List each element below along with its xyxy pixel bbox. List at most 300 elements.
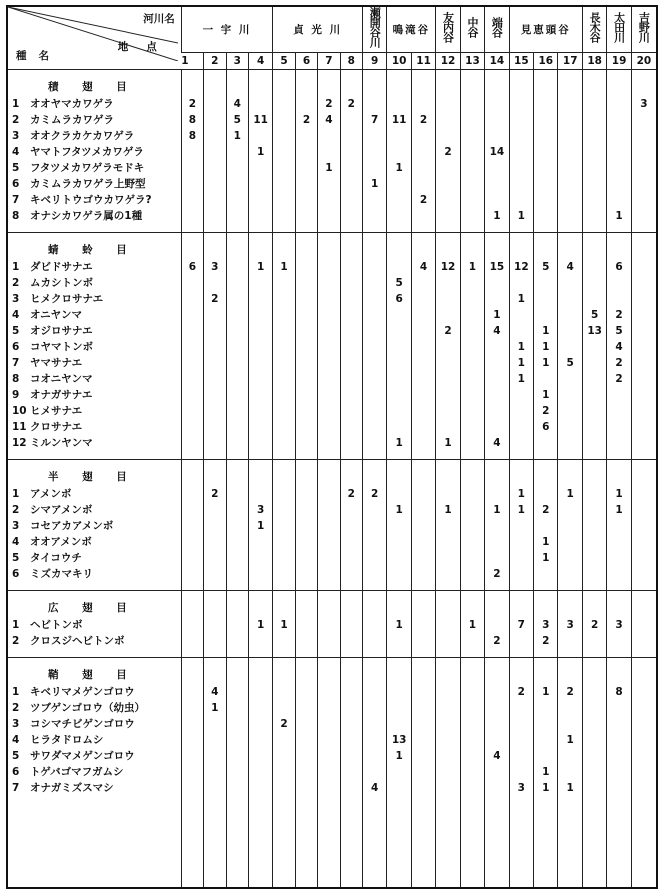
count-cell bbox=[295, 176, 317, 192]
count-cell bbox=[273, 403, 295, 419]
count-cell bbox=[485, 176, 509, 192]
count-cell bbox=[340, 764, 362, 780]
count-cell bbox=[387, 339, 411, 355]
count-cell bbox=[248, 78, 272, 96]
count-cell bbox=[631, 307, 656, 323]
count-cell bbox=[226, 419, 248, 435]
count-cell bbox=[582, 403, 606, 419]
spacer-cell bbox=[248, 591, 272, 600]
spacer-cell bbox=[582, 804, 606, 887]
count-cell bbox=[248, 208, 272, 224]
count-cell bbox=[582, 112, 606, 128]
spacer-cell bbox=[295, 460, 317, 469]
species-row bbox=[8, 355, 656, 371]
table-tail bbox=[8, 804, 656, 887]
count-cell bbox=[362, 716, 386, 732]
spacer-cell bbox=[460, 70, 484, 79]
count-cell bbox=[248, 355, 272, 371]
spacer-cell bbox=[534, 591, 558, 600]
spacer-cell bbox=[318, 796, 340, 804]
spacer-cell bbox=[607, 233, 631, 242]
count-cell bbox=[318, 502, 340, 518]
count-cell bbox=[318, 486, 340, 502]
count-cell bbox=[387, 355, 411, 371]
count-cell bbox=[436, 291, 460, 307]
count-cell bbox=[582, 534, 606, 550]
count-cell bbox=[436, 339, 460, 355]
count-cell bbox=[607, 764, 631, 780]
count-cell bbox=[273, 78, 295, 96]
species-row bbox=[8, 748, 656, 764]
spacer-cell bbox=[631, 649, 656, 658]
spacer-cell bbox=[273, 233, 295, 242]
count-cell bbox=[295, 403, 317, 419]
count-cell bbox=[204, 599, 226, 617]
spacer-cell bbox=[387, 804, 411, 887]
count-cell bbox=[460, 241, 484, 259]
count-cell: 1 bbox=[387, 435, 411, 451]
spacer-cell bbox=[436, 451, 460, 460]
spacer-cell bbox=[582, 582, 606, 591]
spacer-cell bbox=[362, 649, 386, 658]
count-cell bbox=[534, 112, 558, 128]
count-cell bbox=[295, 419, 317, 435]
count-cell bbox=[340, 748, 362, 764]
count-cell bbox=[181, 764, 203, 780]
spacer-cell bbox=[534, 649, 558, 658]
spacer-cell bbox=[631, 658, 656, 667]
count-cell bbox=[204, 339, 226, 355]
count-cell: 3 bbox=[607, 617, 631, 633]
species-row bbox=[8, 732, 656, 748]
count-cell bbox=[248, 764, 272, 780]
count-cell bbox=[248, 468, 272, 486]
count-cell bbox=[181, 144, 203, 160]
spacer-cell bbox=[295, 591, 317, 600]
species-row bbox=[8, 700, 656, 716]
species-number: 3 bbox=[12, 293, 20, 305]
species-cell bbox=[8, 764, 181, 780]
count-cell bbox=[436, 78, 460, 96]
count-cell bbox=[318, 732, 340, 748]
count-cell bbox=[631, 748, 656, 764]
count-cell bbox=[273, 550, 295, 566]
spacer-cell bbox=[226, 233, 248, 242]
count-cell: 1 bbox=[534, 355, 558, 371]
species-cell bbox=[8, 307, 181, 323]
count-cell bbox=[273, 684, 295, 700]
count-cell bbox=[582, 684, 606, 700]
spacer-cell bbox=[318, 451, 340, 460]
count-cell bbox=[318, 339, 340, 355]
spacer-cell bbox=[558, 460, 582, 469]
species-cell bbox=[8, 96, 181, 112]
count-cell bbox=[226, 666, 248, 684]
count-cell bbox=[436, 764, 460, 780]
spacer-cell bbox=[631, 591, 656, 600]
count-cell bbox=[273, 518, 295, 534]
count-cell bbox=[411, 716, 435, 732]
species-cell bbox=[8, 208, 181, 224]
species-row bbox=[8, 112, 656, 128]
count-cell bbox=[485, 371, 509, 387]
count-cell bbox=[226, 371, 248, 387]
count-cell bbox=[387, 192, 411, 208]
count-cell: 1 bbox=[607, 486, 631, 502]
count-cell bbox=[485, 96, 509, 112]
count-cell bbox=[631, 323, 656, 339]
count-cell bbox=[534, 518, 558, 534]
species-number: 4 bbox=[12, 734, 20, 746]
spacer-cell bbox=[318, 233, 340, 242]
count-cell bbox=[558, 518, 582, 534]
count-cell bbox=[582, 716, 606, 732]
count-cell bbox=[631, 633, 656, 649]
spacer-cell bbox=[181, 451, 203, 460]
count-cell bbox=[509, 78, 533, 96]
count-cell bbox=[387, 566, 411, 582]
spacer-cell bbox=[181, 70, 203, 79]
count-cell bbox=[387, 468, 411, 486]
count-cell: 1 bbox=[509, 208, 533, 224]
species-row bbox=[8, 502, 656, 518]
species-cell bbox=[8, 144, 181, 160]
spacer-cell bbox=[204, 796, 226, 804]
species-name-label: 種名 bbox=[16, 50, 61, 62]
species-number: 2 bbox=[12, 702, 20, 714]
spacer-cell bbox=[273, 591, 295, 600]
count-cell: 1 bbox=[509, 291, 533, 307]
species-row bbox=[8, 387, 656, 403]
count-cell bbox=[534, 160, 558, 176]
count-cell bbox=[387, 371, 411, 387]
spacer-cell bbox=[607, 451, 631, 460]
spacer-cell bbox=[460, 582, 484, 591]
spacer-cell bbox=[509, 658, 533, 667]
count-cell bbox=[226, 387, 248, 403]
count-cell: 5 bbox=[582, 307, 606, 323]
count-cell bbox=[204, 403, 226, 419]
spacer-cell bbox=[8, 451, 181, 460]
count-cell bbox=[340, 355, 362, 371]
species-cell bbox=[8, 550, 181, 566]
species-row bbox=[8, 550, 656, 566]
count-cell bbox=[607, 192, 631, 208]
count-cell bbox=[509, 275, 533, 291]
species-name: シマアメンボ bbox=[30, 504, 93, 516]
spacer-cell bbox=[340, 460, 362, 469]
count-cell: 1 bbox=[273, 259, 295, 275]
species-cell bbox=[8, 387, 181, 403]
spacer-cell bbox=[460, 451, 484, 460]
count-cell bbox=[534, 96, 558, 112]
river-header bbox=[607, 7, 631, 53]
spacer-cell bbox=[318, 804, 340, 887]
count-cell bbox=[485, 716, 509, 732]
count-cell bbox=[460, 666, 484, 684]
count-cell bbox=[273, 599, 295, 617]
count-cell bbox=[318, 192, 340, 208]
species-row bbox=[8, 208, 656, 224]
count-cell bbox=[631, 550, 656, 566]
spacer-cell bbox=[295, 224, 317, 233]
spacer-cell bbox=[509, 649, 533, 658]
count-cell bbox=[485, 468, 509, 486]
count-cell bbox=[387, 259, 411, 275]
spacer-cell bbox=[181, 460, 203, 469]
count-cell bbox=[340, 291, 362, 307]
order-row bbox=[8, 666, 656, 684]
count-cell bbox=[362, 684, 386, 700]
count-cell bbox=[181, 716, 203, 732]
count-cell bbox=[558, 716, 582, 732]
spacer-cell bbox=[411, 582, 435, 591]
spacer-cell bbox=[582, 460, 606, 469]
count-cell bbox=[607, 160, 631, 176]
count-cell: 4 bbox=[558, 259, 582, 275]
species-name: カミムラカワゲラ bbox=[30, 114, 114, 126]
spacer-cell bbox=[273, 649, 295, 658]
count-cell bbox=[318, 144, 340, 160]
order-row bbox=[8, 468, 656, 486]
count-cell bbox=[362, 518, 386, 534]
count-cell bbox=[558, 748, 582, 764]
species-name: ツブゲンゴロウ（幼虫） bbox=[30, 702, 145, 714]
count-cell bbox=[387, 486, 411, 502]
count-cell bbox=[582, 128, 606, 144]
spacer-cell bbox=[226, 70, 248, 79]
spacer-cell bbox=[558, 649, 582, 658]
count-cell bbox=[273, 160, 295, 176]
count-cell bbox=[204, 633, 226, 649]
count-cell bbox=[318, 176, 340, 192]
spacer-cell bbox=[631, 804, 656, 887]
count-cell bbox=[607, 435, 631, 451]
count-cell bbox=[181, 748, 203, 764]
count-cell bbox=[295, 684, 317, 700]
count-cell bbox=[460, 96, 484, 112]
spacer-cell bbox=[248, 451, 272, 460]
count-cell bbox=[631, 208, 656, 224]
count-cell bbox=[485, 160, 509, 176]
species-row bbox=[8, 176, 656, 192]
count-cell bbox=[340, 502, 362, 518]
spacer-cell bbox=[387, 649, 411, 658]
spacer-cell bbox=[204, 582, 226, 591]
count-cell: 7 bbox=[509, 617, 533, 633]
count-cell: 2 bbox=[204, 486, 226, 502]
count-cell bbox=[436, 112, 460, 128]
spacer-cell bbox=[460, 658, 484, 667]
count-cell bbox=[362, 666, 386, 684]
count-cell bbox=[631, 666, 656, 684]
count-cell bbox=[411, 339, 435, 355]
count-cell bbox=[273, 666, 295, 684]
count-cell: 4 bbox=[485, 748, 509, 764]
spacer-cell bbox=[273, 804, 295, 887]
spacer-cell bbox=[340, 233, 362, 242]
count-cell bbox=[411, 275, 435, 291]
spacer-cell bbox=[248, 649, 272, 658]
count-cell bbox=[411, 617, 435, 633]
count-cell bbox=[340, 192, 362, 208]
count-cell: 2 bbox=[318, 96, 340, 112]
count-cell bbox=[340, 617, 362, 633]
count-cell bbox=[273, 355, 295, 371]
spacer-cell bbox=[8, 658, 181, 667]
spacer-cell bbox=[318, 460, 340, 469]
count-cell bbox=[248, 748, 272, 764]
count-cell bbox=[295, 550, 317, 566]
spacer-cell bbox=[509, 451, 533, 460]
count-cell bbox=[181, 160, 203, 176]
spacer-cell bbox=[436, 70, 460, 79]
spacer-cell bbox=[558, 70, 582, 79]
count-cell bbox=[534, 371, 558, 387]
river-header: 鳴滝谷 bbox=[387, 7, 436, 53]
species-row bbox=[8, 371, 656, 387]
spacer-cell bbox=[248, 658, 272, 667]
spacer-cell bbox=[436, 658, 460, 667]
species-row bbox=[8, 633, 656, 649]
count-cell bbox=[318, 518, 340, 534]
count-cell: 6 bbox=[534, 419, 558, 435]
count-cell bbox=[226, 486, 248, 502]
site-number: 20 bbox=[631, 53, 656, 70]
spacer-cell bbox=[226, 649, 248, 658]
count-cell bbox=[273, 112, 295, 128]
species-number: 1 bbox=[12, 686, 20, 698]
count-cell bbox=[436, 241, 460, 259]
count-cell bbox=[607, 96, 631, 112]
count-cell bbox=[485, 78, 509, 96]
count-cell bbox=[318, 241, 340, 259]
order-name-cell bbox=[8, 666, 181, 684]
spacer-cell bbox=[387, 451, 411, 460]
count-cell bbox=[181, 176, 203, 192]
section-spacer bbox=[8, 796, 656, 804]
count-cell: 13 bbox=[387, 732, 411, 748]
count-cell bbox=[387, 128, 411, 144]
section-spacer bbox=[8, 649, 656, 658]
count-cell bbox=[387, 764, 411, 780]
count-cell bbox=[607, 291, 631, 307]
count-cell bbox=[204, 241, 226, 259]
species-number: 1 bbox=[12, 619, 20, 631]
spacer-cell bbox=[8, 460, 181, 469]
species-cell bbox=[8, 716, 181, 732]
order-row bbox=[8, 78, 656, 96]
count-cell bbox=[204, 716, 226, 732]
species-cell bbox=[8, 732, 181, 748]
section-spacer bbox=[8, 70, 656, 79]
count-cell bbox=[181, 403, 203, 419]
count-cell bbox=[607, 241, 631, 259]
count-cell bbox=[411, 419, 435, 435]
count-cell: 1 bbox=[558, 486, 582, 502]
count-cell bbox=[318, 684, 340, 700]
count-cell bbox=[181, 684, 203, 700]
spacer-cell bbox=[509, 591, 533, 600]
count-cell: 2 bbox=[362, 486, 386, 502]
species-name: サワダマメゲンゴロウ bbox=[30, 750, 135, 762]
count-cell bbox=[295, 700, 317, 716]
count-cell: 1 bbox=[534, 339, 558, 355]
count-cell bbox=[534, 700, 558, 716]
spacer-cell bbox=[558, 804, 582, 887]
count-cell bbox=[226, 403, 248, 419]
header-row-rivers bbox=[8, 7, 656, 53]
species-name: ミルンヤンマ bbox=[30, 437, 93, 449]
count-cell bbox=[411, 550, 435, 566]
river-name: 太田川 bbox=[612, 12, 626, 42]
spacer-cell bbox=[411, 451, 435, 460]
count-cell: 11 bbox=[387, 112, 411, 128]
count-cell bbox=[340, 387, 362, 403]
count-cell bbox=[248, 307, 272, 323]
spacer-cell bbox=[534, 804, 558, 887]
spacer-cell bbox=[340, 591, 362, 600]
species-cell bbox=[8, 323, 181, 339]
count-cell bbox=[295, 339, 317, 355]
count-cell bbox=[582, 468, 606, 486]
species-table-frame bbox=[6, 5, 658, 889]
count-cell bbox=[436, 732, 460, 748]
count-cell bbox=[226, 550, 248, 566]
count-cell: 15 bbox=[485, 259, 509, 275]
count-cell bbox=[318, 716, 340, 732]
count-cell bbox=[411, 403, 435, 419]
spacer-cell bbox=[273, 658, 295, 667]
spacer-cell bbox=[411, 658, 435, 667]
spacer-cell bbox=[8, 649, 181, 658]
count-cell bbox=[340, 112, 362, 128]
count-cell bbox=[340, 732, 362, 748]
spacer-cell bbox=[273, 582, 295, 591]
spacer-cell bbox=[226, 804, 248, 887]
count-cell bbox=[582, 566, 606, 582]
count-cell bbox=[558, 160, 582, 176]
count-cell bbox=[295, 307, 317, 323]
river-header bbox=[436, 7, 460, 53]
spacer-cell bbox=[607, 70, 631, 79]
count-cell bbox=[411, 700, 435, 716]
count-cell bbox=[509, 144, 533, 160]
count-cell bbox=[273, 323, 295, 339]
count-cell bbox=[340, 566, 362, 582]
spacer-cell bbox=[534, 70, 558, 79]
count-cell bbox=[534, 307, 558, 323]
count-cell bbox=[411, 371, 435, 387]
spacer-cell bbox=[607, 582, 631, 591]
count-cell: 1 bbox=[460, 259, 484, 275]
count-cell bbox=[295, 780, 317, 796]
species-number: 11 bbox=[12, 421, 27, 433]
count-cell bbox=[509, 112, 533, 128]
count-cell bbox=[460, 371, 484, 387]
spacer-cell bbox=[295, 70, 317, 79]
spacer-cell bbox=[340, 451, 362, 460]
spacer-cell bbox=[558, 658, 582, 667]
count-cell bbox=[226, 534, 248, 550]
species-number: 3 bbox=[12, 520, 20, 532]
count-cell bbox=[631, 160, 656, 176]
count-cell: 1 bbox=[248, 259, 272, 275]
species-row bbox=[8, 259, 656, 275]
spacer-cell bbox=[460, 233, 484, 242]
count-cell bbox=[204, 566, 226, 582]
count-cell bbox=[248, 176, 272, 192]
